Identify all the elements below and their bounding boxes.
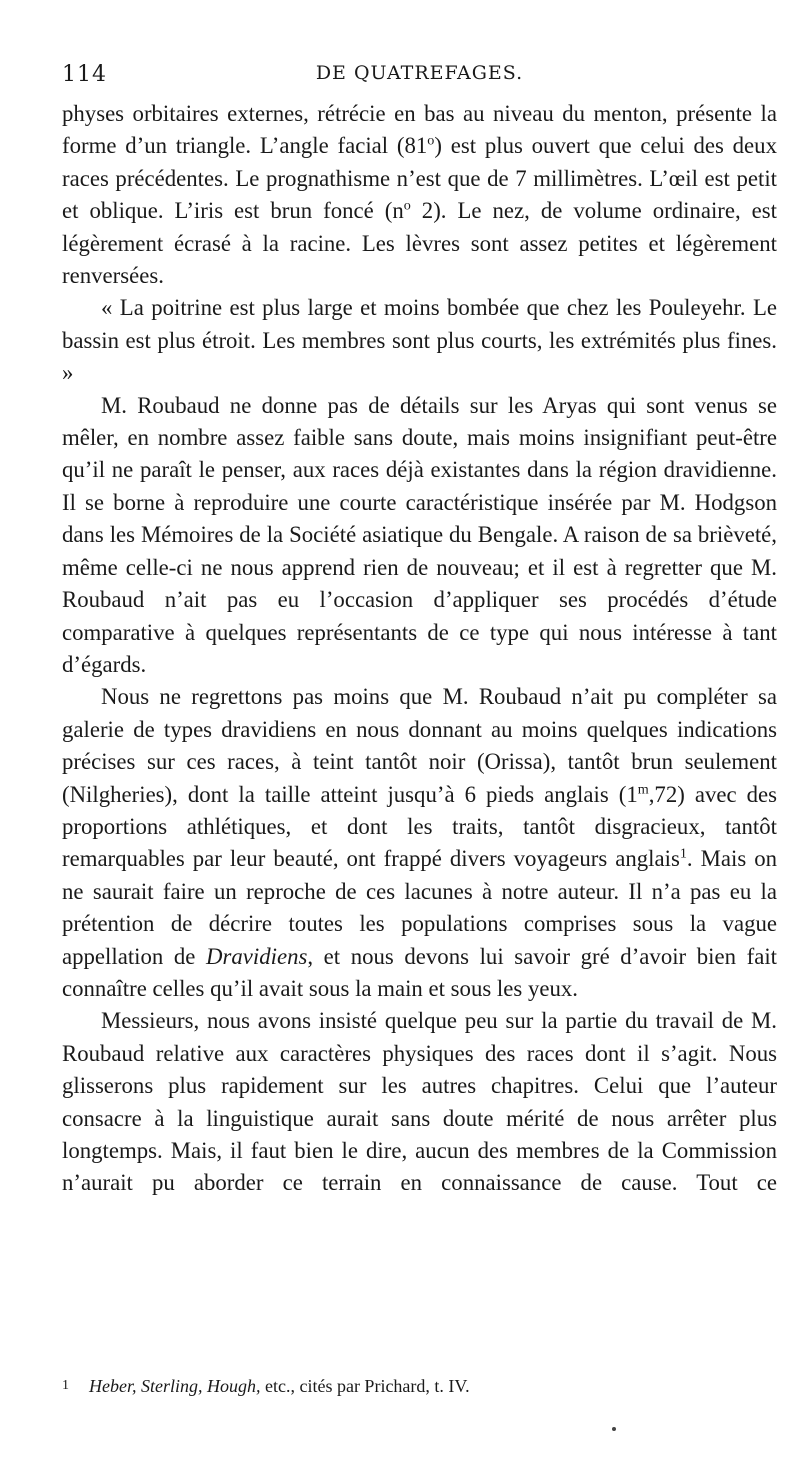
running-head: DE QUATREFAGES. bbox=[315, 62, 524, 84]
italic-text: Heber, Sterling, Hough, bbox=[89, 1376, 261, 1396]
superscript: o bbox=[427, 132, 435, 149]
footnote-mark: 1 bbox=[62, 1378, 69, 1393]
text-run: M. Roubaud ne donne pas de détails sur les Aryas qui sont venus se mêler, en nombre assez faible sans doute, mais moins insignifiant peut-être qu’il ne paraît le penser, aux races déjà existantes dans la région dravidienne. Il se borne à reproduire une courte caractéristique insérée par M. Hodgson dans les Mémoires de la Société asiatique du Bengale. A raison de sa brièveté, même celle-ci ne nous apprend rien de nouveau; et il est à regretter que M. Roubaud n’ait pas eu l’occasion d’appliquer ses procédés d’étude comparative à quelques représentants de ce type qui nous intéresse à tant d’égards. bbox=[62, 392, 777, 677]
paragraph bbox=[62, 292, 777, 389]
body-text bbox=[62, 98, 777, 1200]
paragraph bbox=[62, 390, 777, 682]
ink-speck bbox=[612, 1427, 616, 1431]
text-run: Messieurs, nous avons insisté quelque peu sur la partie du travail de M. Roubaud relative aux caractères physiques des races dont il s’agit. Nous glisserons plus rapidement sur les autres chapitres. Celui que l’auteur consacre à la linguistique aurait sans doute mérité de nous arrêter plus longtemps. Mais, il faut bien le dire, aucun des membres de la Commission n’aurait pu aborder ce terrain en connaissance de cause. Tout ce bbox=[62, 1008, 777, 1196]
text-run: etc., cités par Prichard, t. IV. bbox=[260, 1376, 470, 1396]
italic-text: Dravidiens bbox=[206, 943, 308, 969]
text-run: ) est plus ouvert que celui des deux races précédentes. Le prognathisme n’est que de 7 millimètres. L’œil est petit et oblique. L’iris est brun foncé (n bbox=[62, 133, 777, 224]
footnote bbox=[62, 1374, 777, 1398]
text-run: physes orbitaires externes, rétrécie en bas au niveau du menton, présente la forme d’un triangle. L’angle facial (81 bbox=[62, 101, 777, 159]
text-run: 2). Le nez, de volume ordinaire, est légèrement écrasé à la racine. Les lèvres sont assez petites et légèrement renversées. bbox=[62, 198, 777, 289]
footnote-text bbox=[89, 1376, 470, 1396]
paragraph bbox=[62, 98, 777, 292]
paragraph bbox=[62, 1005, 777, 1199]
text-run: . Mais on ne saurait faire un reproche de ces lacunes à notre auteur. Il n’a pas eu la prétention de décrire toutes les populations comprises sous la vague appellation de bbox=[62, 846, 777, 969]
text-run: , et nous devons lui savoir gré d’avoir bien fait connaître celles qu’il avait sous la main et sous les yeux. bbox=[62, 943, 777, 1001]
text-run: Nous ne regrettons pas moins que M. Roubaud n’ait pu compléter sa galerie de types dravidiens en nous donnant au moins quelques indications précises sur ces races, à teint tantôt noir (Orissa), tantôt brun seulement (Nilgheries), dont la taille atteint jusqu’à 6 pieds anglais (1 bbox=[62, 684, 777, 807]
text-run: ,72) avec des proportions athlétiques, et dont les traits, tantôt disgracieux, tantôt remarquables par leur beauté, ont frappé divers voyageurs anglais bbox=[62, 781, 777, 872]
superscript: m bbox=[637, 780, 649, 797]
superscript: o bbox=[403, 197, 411, 214]
superscript: 1 bbox=[679, 845, 687, 862]
paragraph bbox=[62, 681, 777, 1005]
page-header bbox=[62, 62, 777, 92]
page-number: 114 bbox=[62, 62, 107, 87]
text-run: « La poitrine est plus large et moins bombée que chez les Pouleyehr. Le bassin est plus étroit. Les membres sont plus courts, les extrémités plus fines. » bbox=[62, 295, 777, 386]
